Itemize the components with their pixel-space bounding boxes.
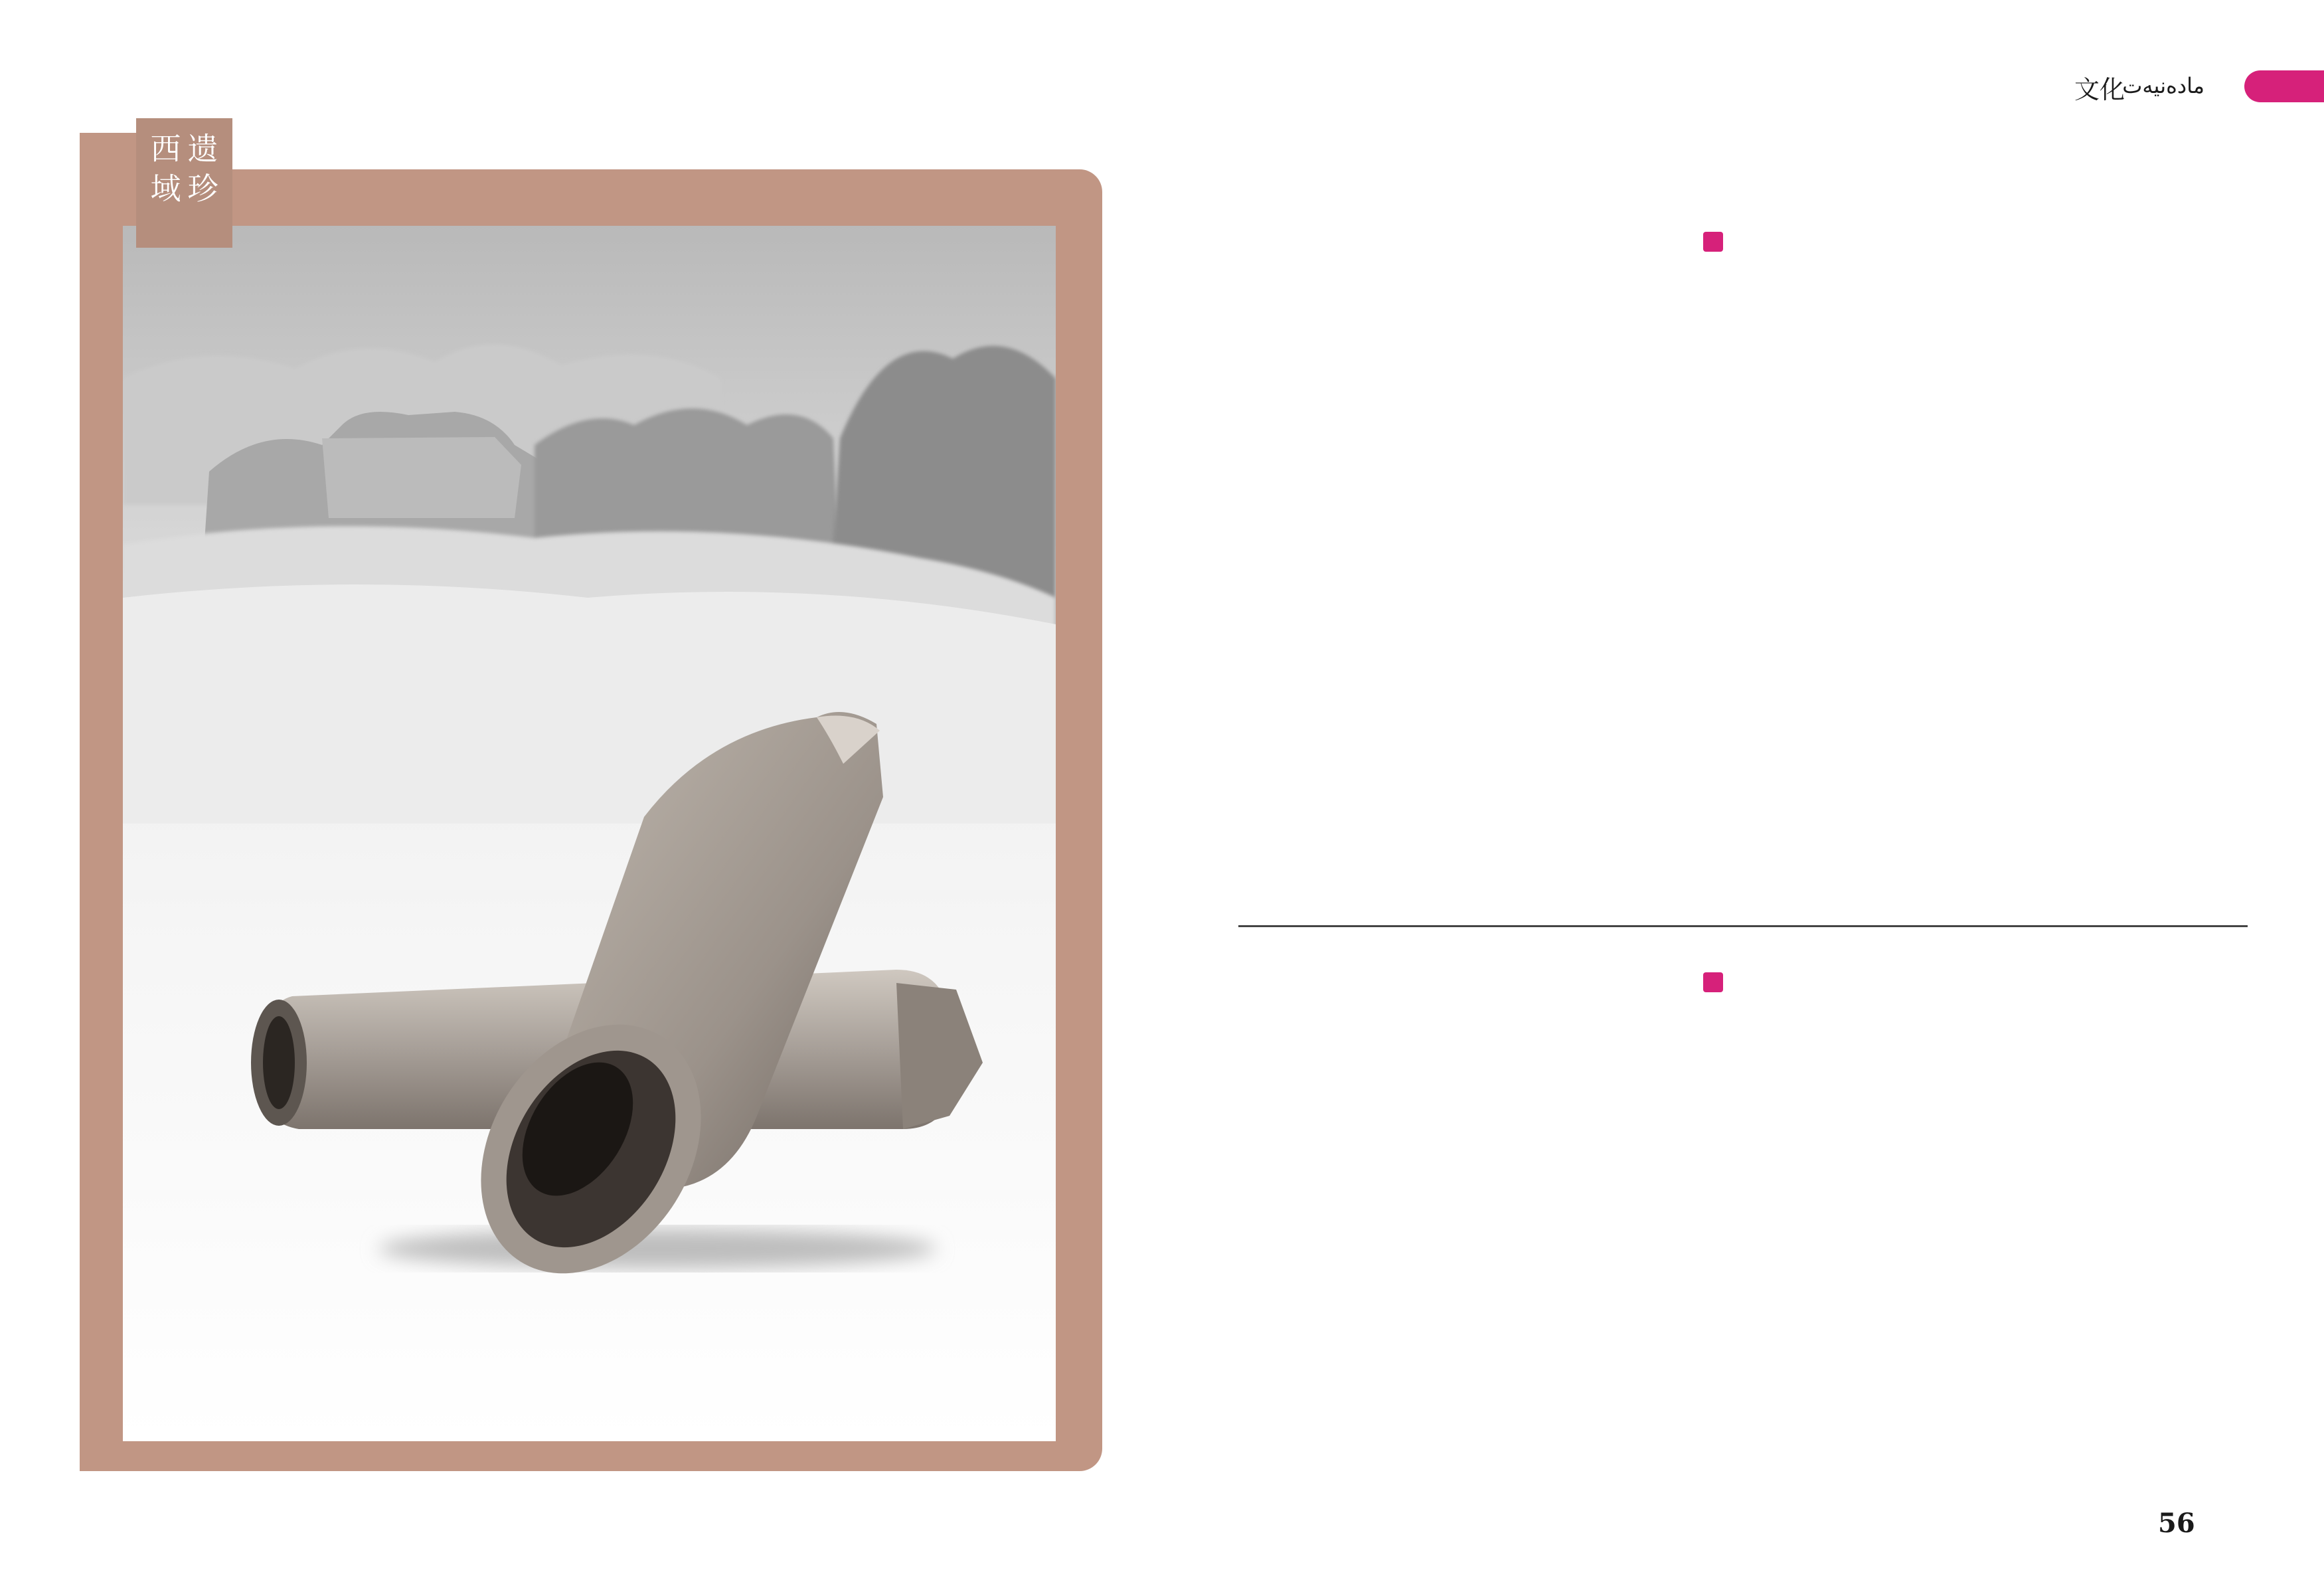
badge-glyphs bbox=[147, 129, 222, 209]
paragraph bbox=[1750, 956, 2248, 963]
badge-title bbox=[136, 118, 232, 125]
badge-glyph: 域 bbox=[150, 171, 181, 207]
paragraph bbox=[1750, 963, 2248, 970]
author-line bbox=[1238, 266, 1723, 273]
paragraph bbox=[1750, 209, 2248, 216]
paragraph bbox=[1238, 956, 1723, 963]
badge-glyph: 西 bbox=[150, 131, 181, 167]
paragraph bbox=[1238, 203, 1723, 209]
end-of-article-mark bbox=[1703, 972, 1723, 992]
article-column-top-right bbox=[1750, 203, 2248, 873]
paragraph bbox=[1238, 209, 1723, 216]
author-line bbox=[1238, 1007, 1723, 1014]
paragraph bbox=[1238, 216, 1723, 222]
badge-glyph: 遗 bbox=[187, 131, 218, 167]
pottery-pipe-photo bbox=[246, 704, 1016, 1302]
badge-glyph: 珍 bbox=[187, 171, 218, 207]
page-number: 56 bbox=[2158, 1508, 2195, 1539]
end-of-article-mark bbox=[1703, 232, 1723, 252]
paragraph bbox=[1750, 983, 2248, 990]
section-divider bbox=[1238, 925, 2248, 927]
article-column-bottom-left bbox=[1238, 956, 1723, 1461]
author-line bbox=[1238, 260, 1723, 266]
author-line bbox=[1238, 1000, 1723, 1007]
author-line bbox=[1238, 280, 1723, 286]
photo-sheet bbox=[123, 226, 1056, 1441]
article-column-bottom-right bbox=[1750, 956, 2248, 1508]
running-head bbox=[1952, 64, 2324, 110]
section-tab bbox=[2244, 70, 2324, 102]
paragraph bbox=[1750, 976, 2248, 983]
paragraph bbox=[1750, 203, 2248, 209]
author-line bbox=[1238, 273, 1723, 280]
paragraph bbox=[1750, 216, 2248, 222]
section-name: مادەنيەت bbox=[2122, 73, 2204, 98]
article-column-top-left bbox=[1238, 203, 1723, 873]
paragraph bbox=[1750, 970, 2248, 976]
column-badge bbox=[136, 118, 232, 248]
section-name-chinese: 文化 bbox=[2074, 75, 2125, 104]
